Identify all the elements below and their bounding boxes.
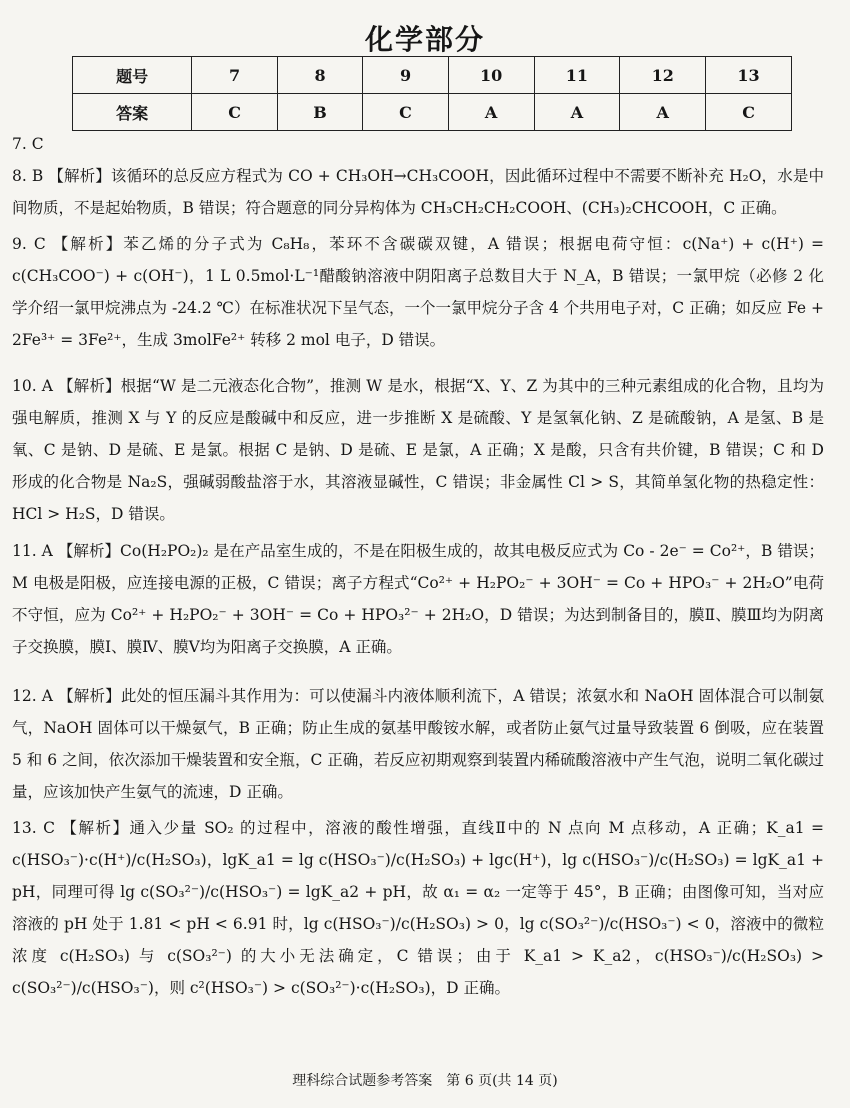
table-cell: 8 [277, 57, 362, 94]
table-cell: 7 [192, 57, 277, 94]
answer-9: 9. C 【解析】苯乙烯的分子式为 C₈H₈，苯环不含碳碳双键，A 错误；根据电荷守恒：c(Na⁺) + c(H⁺) = c(CH₃COO⁻) + c(OH⁻)，1 L 0.5mol·L⁻¹醋酸钠溶液中阴阳离子总数目大于 N_A，B 错误；一氯甲烷（必修 2 化学介绍一氯甲烷沸点为 -24.2 ℃）在标准状况下呈气态，一个一氯甲烷分子含 4 个共用电子对，C 正确；如反应 Fe + 2Fe³⁺ = 3Fe²⁺，生成 3molFe²⁺ 转移 2 mol 电子，D 错误。 [12, 235, 824, 349]
answer-8: 8. B 【解析】该循环的总反应方程式为 CO + CH₃OH→CH₃COOH，因此循环过程中不需要不断补充 H₂O，水是中间物质，不是起始物质，B 错误；符合题意的同分异构体为 CH₃CH₂CH₂COOH、(CH₃)₂CHCOOH，C 正确。 [12, 167, 824, 217]
table-cell: 10 [448, 57, 534, 94]
page-title: 化学部分 [364, 23, 485, 56]
answer-13: 13. C 【解析】通入少量 SO₂ 的过程中，溶液的酸性增强，直线Ⅱ中的 N 点向 M 点移动，A 正确；K_a1 = c(HSO₃⁻)·c(H⁺)/c(H₂SO₃)，lgK_a1 = lg c(HSO₃⁻)/c(H₂SO₃) + lgc(H⁺)，lg c(HSO₃⁻)/c(H₂SO₃) = lgK_a1 + pH，同理可得 lg c(SO₃²⁻)/c(HSO₃⁻) = lgK_a2 + pH，故 α₁ = α₂ 一定等于 45°，B 正确；由图像可知，当对应溶液的 pH 处于 1.81 < pH < 6.91 时，lg c(HSO₃⁻)/c(H₂SO₃) > 0，lg c(SO₃²⁻)/c(HSO₃⁻) < 0，溶液中的微粒浓度 c(H₂SO₃) 与 c(SO₃²⁻) 的大小无法确定，C 错误；由于 K_a1 > K_a2，c(HSO₃⁻)/c(H₂SO₃) > c(SO₃²⁻)/c(HSO₃⁻)，则 c²(HSO₃⁻) > c(SO₃²⁻)·c(H₂SO₃)，D 正确。 [12, 819, 824, 997]
table-cell: A [620, 94, 706, 131]
table-cell: A [448, 94, 534, 131]
table-cell: 11 [534, 57, 620, 94]
table-row [73, 57, 792, 94]
page-footer: 理科综合试题参考答案 第 6 页(共 14 页) [292, 1073, 558, 1089]
answer-table [72, 56, 792, 131]
table-cell: 13 [706, 57, 792, 94]
table-cell: C [363, 94, 448, 131]
table-cell: B [277, 94, 362, 131]
answer-10: 10. A 【解析】根据“W 是二元液态化合物”，推测 W 是水，根据“X、Y、Z 为其中的三种元素组成的化合物，且均为强电解质，推测 X 与 Y 的反应是酸碱中和反应，进一步推断 X 是硫酸、Y 是氢氧化钠、Z 是硫酸钠，A 是氢、B 是氧、C 是钠、D 是硫、E 是氯。根据 C 是钠、D 是硫、E 是氯，A 正确；X 是酸，只含有共价键，B 错误；C 和 D 形成的化合物是 Na₂S，强碱弱酸盐溶于水，其溶液显碱性，C 错误；非金属性 Cl > S，其简单氢化物的热稳定性：HCl > H₂S，D 错误。 [12, 377, 824, 523]
table-header-cell: 答案 [73, 94, 192, 131]
answer-11: 11. A 【解析】Co(H₂PO₂)₂ 是在产品室生成的，不是在阳极生成的，故其电极反应式为 Co - 2e⁻ = Co²⁺，B 错误；M 电极是阳极，应连接电源的正极，C 错误；离子方程式“Co²⁺ + H₂PO₂⁻ + 3OH⁻ = Co + HPO₃⁻ + 2H₂O”电荷不守恒，应为 Co²⁺ + H₂PO₂⁻ + 3OH⁻ = Co + HPO₃²⁻ + 2H₂O，D 错误；为达到制备目的，膜Ⅱ、膜Ⅲ均为阴离子交换膜，膜Ⅰ、膜Ⅳ、膜Ⅴ均为阳离子交换膜，A 正确。 [12, 542, 824, 656]
table-row [73, 94, 792, 131]
table-cell: 12 [620, 57, 706, 94]
table-cell: 9 [363, 57, 448, 94]
table-cell: A [534, 94, 620, 131]
table-cell: C [706, 94, 792, 131]
table-header-cell: 题号 [73, 57, 192, 94]
table-cell: C [192, 94, 277, 131]
answer-7: 7. C [12, 135, 44, 153]
answer-12: 12. A 【解析】此处的恒压漏斗其作用为：可以使漏斗内液体顺利流下，A 错误；浓氨水和 NaOH 固体混合可以制氨气，NaOH 固体可以干燥氨气，B 正确；防止生成的氨基甲酸铵水解，或者防止氨气过量导致装置 6 倒吸，应在装置 5 和 6 之间，依次添加干燥装置和安全瓶，C 正确，若反应初期观察到装置内稀硫酸溶液中产生气泡，说明二氧化碳过量，应该加快产生氨气的流速，D 正确。 [12, 687, 824, 801]
